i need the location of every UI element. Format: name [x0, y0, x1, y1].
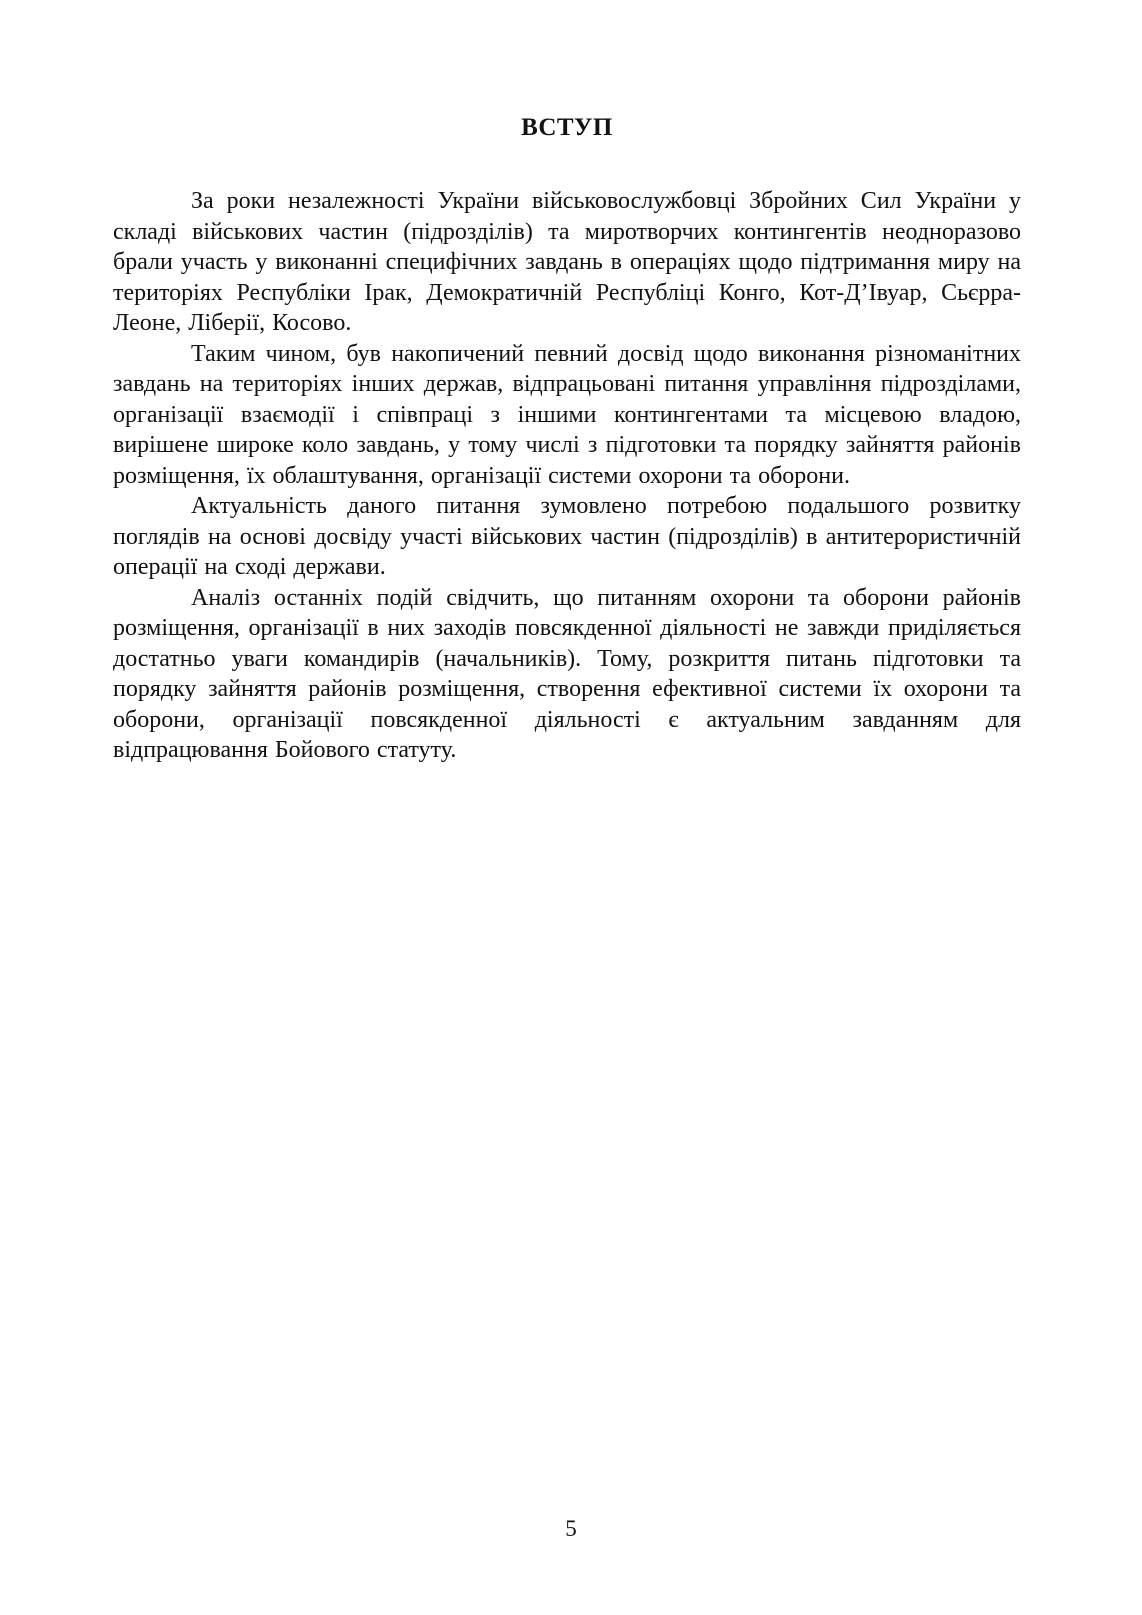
paragraph-3: Актуальність даного питання зумовлено потребою подальшого розвитку поглядів на основі досвіду участі військових частин (підрозділів) в антитерористичній операції на сході держави. — [113, 493, 1021, 580]
document-content — [113, 112, 1021, 766]
paragraph-2: Таким чином, був накопичений певний досвід щодо виконання різноманітних завдань на територіях інших держав, відпрацьовані питання управління підрозділами, організації взаємодії і співпраці з іншими контингентами та місцевою владою, вирішене широке коло завдань, у тому числі з підготовки та порядку зайняття районів розміщення, їх облаштування, організації системи охорони та оборони. — [113, 340, 1021, 489]
page-heading: ВСТУП — [521, 114, 613, 141]
paragraph-1: За роки незалежності України військовослужбовці Збройних Сил України у складі військових частин (підрозділів) та миротворчих контингентів неодноразово брали участь у виконанні специфічних завдань в операціях щодо підтримання миру на територіях Республіки Ірак, Демократичній Республіці Конго, Кот-Д’Івуар, Сьєрра-Леоне, Ліберії, Косово. — [113, 188, 1021, 336]
paragraph-4: Аналіз останніх подій свідчить, що питанням охорони та оборони районів розміщення, організації в них заходів повсякденної діяльності не завжди приділяється достатньо уваги командирів (начальників). Тому, розкриття питань підготовки та порядку зайняття районів розміщення, створення ефективної системи їх охорони та оборони, організації повсякденної діяльності є актуальним завданням для відпрацювання Бойового статуту. — [113, 584, 1021, 763]
page-number: 5 — [565, 1516, 577, 1541]
